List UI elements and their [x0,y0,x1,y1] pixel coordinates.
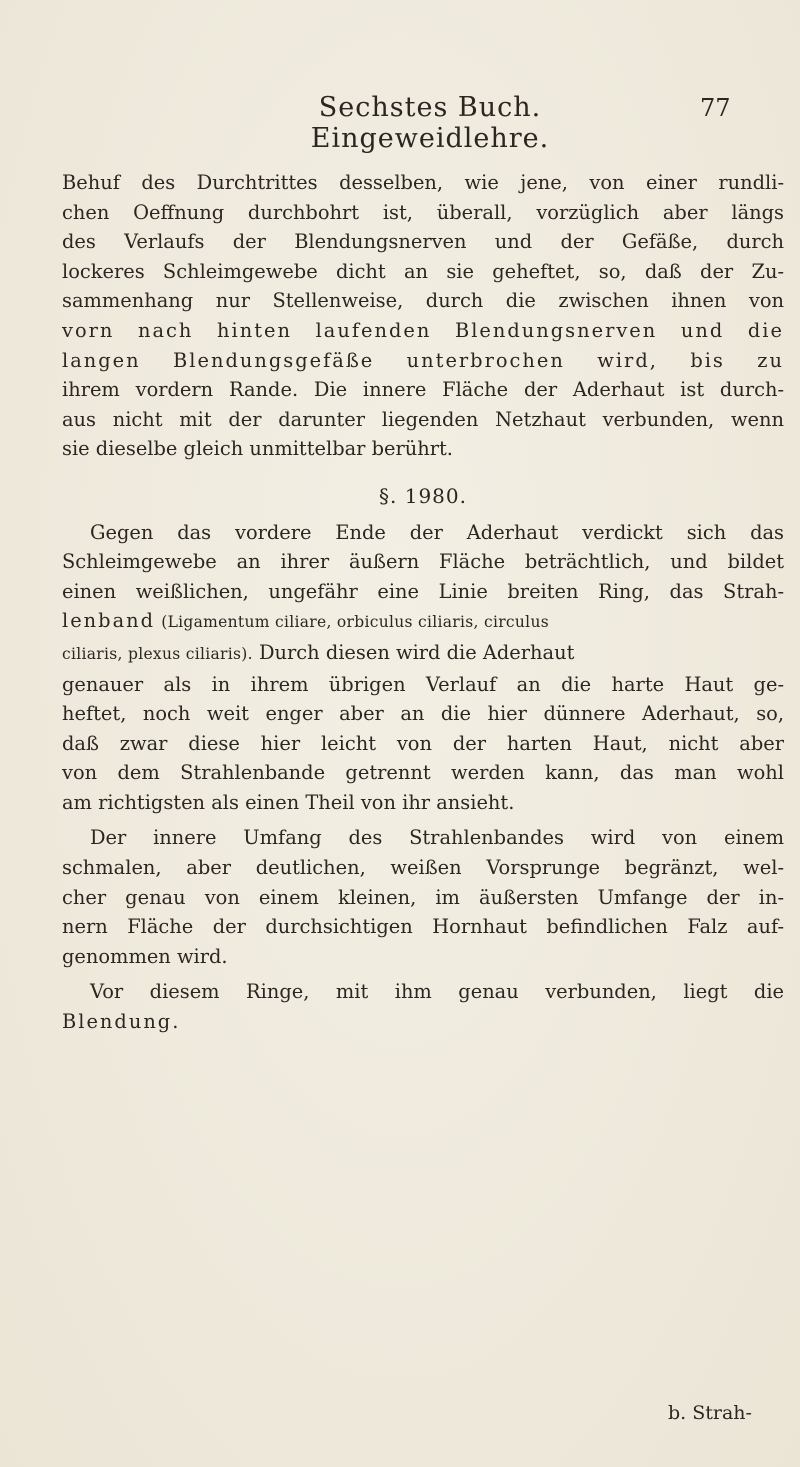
text-line: Behuf des Durchtrittes desselben, wie jene, von einer rundli- [62,171,784,194]
text-line: Schleimgewebe an ihrer äußern Fläche beträchtlich, und bildet [62,550,784,574]
paragraph-2 [62,518,784,818]
paragraph-1 [62,168,784,464]
text-line: cher genau von einem kleinen, im äußersten Umfange der in- [62,885,784,909]
text-line: schmalen, aber deutlichen, weißen Vorsprunge begränzt, wel- [62,856,784,880]
text-line: sie dieselbe gleich unmittelbar berührt. [62,437,453,461]
text-line: am richtigsten als einen Theil von ihr ansieht. [62,790,515,814]
text-line: von dem Strahlenbande getrennt werden kann, das man wohl [62,761,784,785]
paragraph-3 [62,823,784,971]
text-line: einen weißlichen, ungefähr eine Linie breiten Ring, das Strah- [62,579,784,603]
text-line: langen Blendungsgefäße unterbrochen wird, bis zu [62,348,784,372]
term-strahlenband: lenband [62,609,156,633]
latin-terms: (Ligamentum ciliare, orbiculus ciliaris, circulus [161,613,549,632]
page-number: 77 [700,94,731,122]
catchword: b. Strah- [668,1402,752,1424]
text-line: chen Oeffnung durchbohrt ist, überall, vorzüglich aber längs [62,200,784,224]
text-line: Vor diesem Ringe, mit ihm genau verbunden, liegt die [90,980,784,1004]
text-line: genommen wird. [62,944,228,968]
text-line: Der innere Umfang des Strahlenbandes wird von einem [90,826,784,850]
term-blendung: Blendung. [62,1010,181,1034]
text-line: vorn nach hinten laufenden Blendungsnerven und die [62,318,784,342]
text-line: ihrem vordern Rande. Die innere Fläche der Aderhaut ist durch- [62,378,784,402]
latin-terms-cont: ciliaris, plexus ciliaris). [62,644,253,663]
text-line: daß zwar diese hier leicht von der harten Haut, nicht aber [62,731,784,755]
text-line: nern Fläche der durchsichtigen Hornhaut befindlichen Falz auf- [62,915,784,939]
text-line: sammenhang nur Stellenweise, durch die zwischen ihnen von [62,289,784,313]
text-line: lockeres Schleimgewebe dicht an sie geheftet, so, daß der Zu- [62,259,784,283]
text-fragment: Durch diesen wird die Aderhaut [259,640,575,664]
text-line: heftet, noch weit enger aber an die hier dünnere Aderhaut, so, [62,702,784,726]
text-line: genauer als in ihrem übrigen Verlauf an die harte Haut ge- [62,672,784,696]
text-line: aus nicht mit der darunter liegenden Netzhaut verbunden, wenn [62,407,784,431]
page-body [62,168,784,1037]
running-head: Sechstes Buch. Eingeweidlehre. [310,92,550,154]
paragraph-4 [62,977,784,1036]
page-header [0,92,800,154]
text-line: Gegen das vordere Ende der Aderhaut verdickt sich das [90,520,784,544]
text-line [62,638,784,670]
text-line [62,606,784,638]
text-line: des Verlaufs der Blendungsnerven und der Gefäße, durch [62,230,784,254]
section-heading: §. 1980. [379,483,467,508]
